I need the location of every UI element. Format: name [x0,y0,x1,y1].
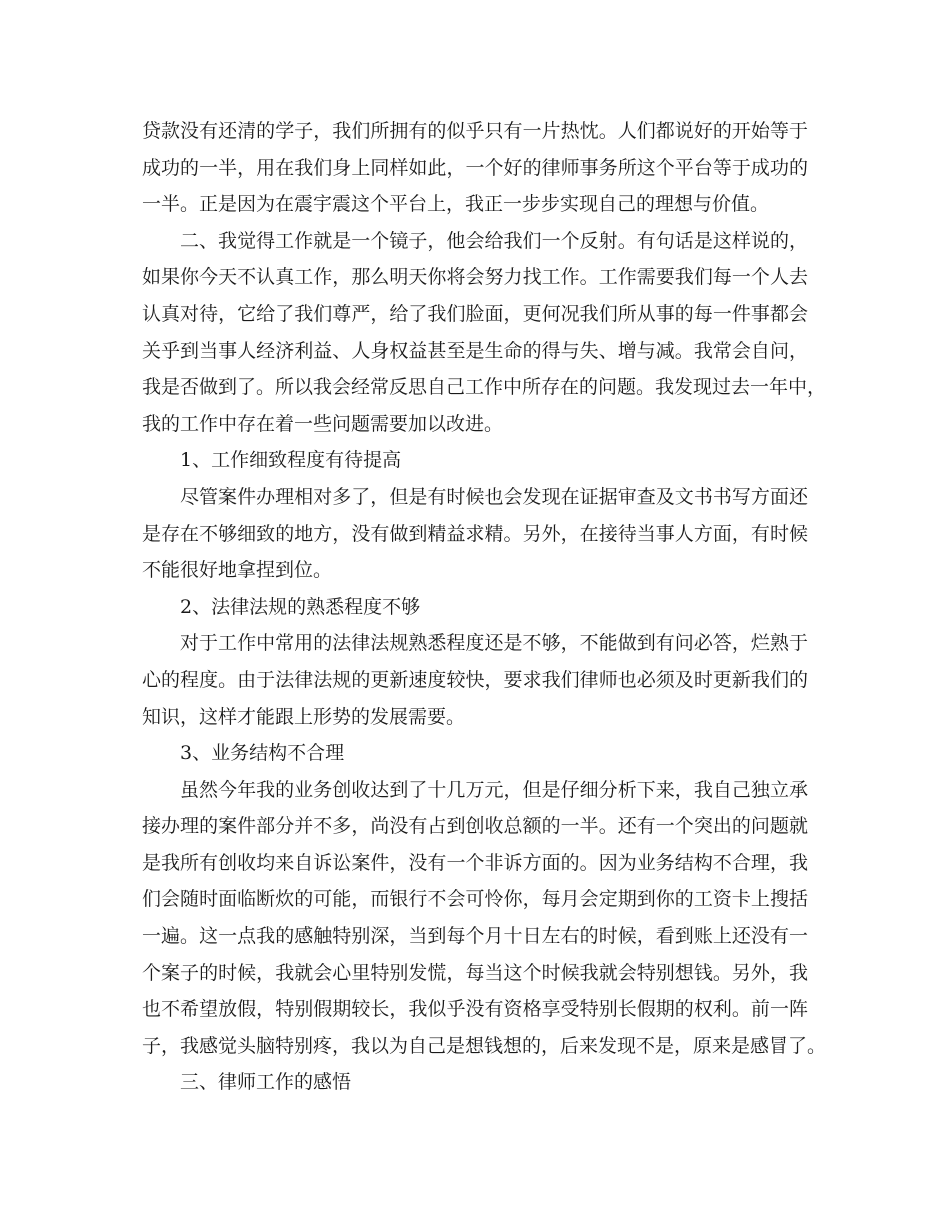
subheading-3: 3、业务结构不合理 [180,742,345,765]
text-line: 个案子的时候，我就会心里特别发慌，每当这个时候我就会特别想钱。另外，我 [142,961,808,984]
document-body [142,113,827,1101]
text-line: 是我所有创收均来自诉讼案件，没有一个非诉方面的。因为业务结构不合理，我 [142,851,808,874]
text-line: 贷款没有还清的学子，我们所拥有的似乎只有一片热忱。人们都说好的开始等于 [142,120,808,142]
text-line: 不能很好地拿捏到位。 [142,559,333,582]
text-line: 对于工作中常用的法律法规熟悉程度还是不够，不能做到有问必答，烂熟于 [180,632,808,655]
text-line: 一半。正是因为在震宇震这个平台上，我正一步步实现自己的理想与价值。 [142,193,770,216]
text-line: 心的程度。由于法律法规的更新速度较快，要求我们律师也必须及时更新我们的 [142,668,808,691]
text-line: 我的工作中存在着一些问题需要加以改进。 [142,412,504,435]
text-line: 认真对待，它给了我们尊严，给了我们脸面，更何况我们所从事的每一件事都会 [142,302,808,325]
text-line: 子，我感觉头脑特别疼，我以为自己是想钱想的，后来发现不是，原来是感冒了。 [142,1034,827,1057]
section-heading-3: 三、律师工作的感悟 [180,1071,352,1094]
subheading-2: 2、法律法规的熟悉程度不够 [180,595,421,618]
text-line: 如果你今天不认真工作，那么明天你将会努力找工作。工作需要我们每一个人去 [142,266,808,289]
text-line: 一遍。这一点我的感触特别深，当到每个月十日左右的时候，看到账上还没有一 [142,925,808,948]
subheading-1: 1、工作细致程度有待提高 [180,449,402,472]
text-line: 是存在不够细致的地方，没有做到精益求精。另外，在接待当事人方面，有时候 [142,522,808,545]
text-line: 成功的一半，用在我们身上同样如此，一个好的律师事务所这个平台等于成功的 [142,156,808,179]
text-line: 尽管案件办理相对多了，但是有时候也会发现在证据审查及文书书写方面还 [180,485,808,508]
text-line: 我是否做到了。所以我会经常反思自己工作中所存在的问题。我发现过去一年中， [142,376,827,399]
section-heading-line: 二、我觉得工作就是一个镜子，他会给我们一个反射。有句话是这样说的， [180,229,808,252]
text-line: 虽然今年我的业务创收达到了十几万元，但是仔细分析下来，我自己独立承 [180,778,808,801]
text-line: 接办理的案件部分并不多，尚没有占到创收总额的一半。还有一个突出的问题就 [142,815,808,838]
text-line: 关乎到当事人经济利益、人身权益甚至是生命的得与失、增与减。我常会自问， [142,339,808,362]
text-line: 们会随时面临断炊的可能，而银行不会可怜你，每月会定期到你的工资卡上搜括 [142,888,808,911]
text-line: 知识，这样才能跟上形势的发展需要。 [142,705,466,728]
text-line: 也不希望放假，特别假期较长，我似乎没有资格享受特别长假期的权利。前一阵 [142,998,808,1021]
